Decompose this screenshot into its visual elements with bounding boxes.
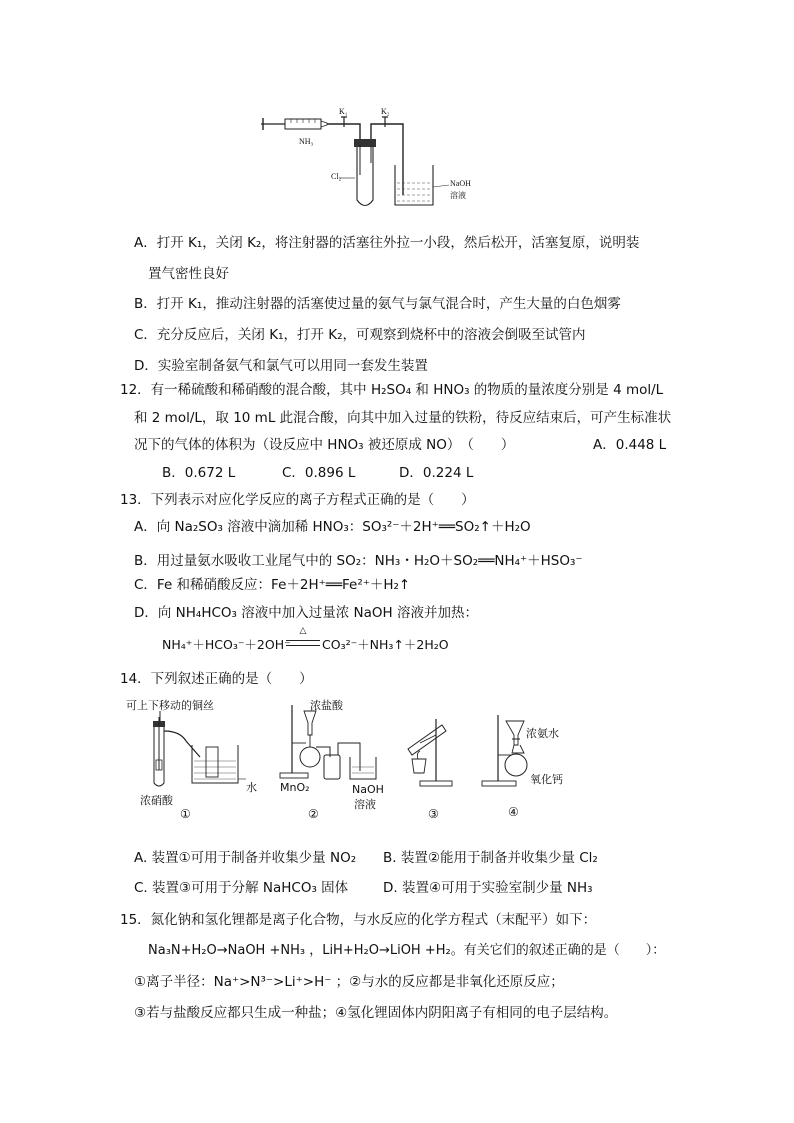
cl2-label: Cl₂ [331,172,342,181]
fig2-mno2-label: MnO₂ [280,781,310,794]
q12-option-d: D．0.224 L [399,465,474,481]
q11-option-c: C．充分反应后，关闭 K₁，打开 K₂，可观察到烧杯中的溶液会倒吸至试管内 [134,327,586,343]
equals-sign [286,640,320,646]
fig1-acid-label: 浓硝酸 [140,794,173,807]
q13-option-a: A．向 Na₂SO₃ 溶液中滴加稀 HNO₃：SO₃²⁻＋2H⁺══SO₂↑＋H₂O [134,519,531,535]
q15-statement-3-4: ③若与盐酸反应都只生成一种盐；④氢化锂固体内阴阳离子有相同的电子层结构。 [134,1005,618,1021]
q13-d-equation-right: CO₃²⁻＋NH₃↑＋2H₂O [322,637,449,652]
q11-option-b: B．打开 K₁，推动注射器的活塞使过量的氨气与氯气混合时，产生大量的白色烟雾 [134,296,621,312]
q11-option-d: D．实验室制备氨气和氯气可以用同一套发生装置 [134,358,428,374]
q11-option-a-line1: A．打开 K₁，关闭 K₂，将注射器的活塞往外拉一小段，然后松开，活塞复原，说明装 [134,235,640,251]
k2-label: K₂ [381,107,390,116]
q15-equations: Na₃N+H₂O→NaOH +NH₃ ，LiH+H₂O→LiOH +H₂。有关它们的叙述正确的是（ ）： [148,943,666,958]
q14-option-c: C. 装置③可用于分解 NaHCO₃ 固体 [134,880,349,896]
fig2-acid-label: 浓盐酸 [310,699,343,712]
q12-option-b: B．0.672 L [162,465,236,481]
fig-number-1: ① [180,807,191,821]
fig2-solution-label: 溶液 [354,798,376,811]
q13-d-equation-left: NH₄⁺＋HCO₃⁻＋2OH⁻ [162,637,291,652]
apparatus-figure-top [255,105,485,217]
q12-stem-line3: 况下的气体的体积为（设反应中 HNO₃ 被还原成 NO） （ ） [134,437,515,453]
q13-option-c: C．Fe 和稀硝酸反应：Fe＋2H⁺══Fe²⁺＋H₂↑ [134,577,411,593]
k1-label: K₁ [339,107,348,116]
q14-apparatus-drawing [120,695,580,823]
fig4-ammonia-label: 浓氨水 [526,727,559,740]
q14-stem: 14．下列叙述正确的是（ ） [120,671,313,687]
solution-label: 溶液 [450,191,466,200]
fig-number-2: ② [308,807,319,821]
q13-option-d: D．向 NH₄HCO₃ 溶液中加入过量浓 NaOH 溶液并加热： [134,605,478,621]
q12-option-c: C．0.896 L [282,465,356,481]
heat-symbol: △ [299,626,307,636]
fig2-naoh-label: NaOH [352,783,384,796]
q15-stem: 15．氮化钠和氢化锂都是离子化合物，与水反应的化学方程式（末配平）如下： [120,912,597,928]
q12-stem-line2: 和 2 mol/L，取 10 mL 此混合酸，向其中加入过量的铁粉，待反应结束后，可产生标准状 [134,410,672,426]
naoh-label: NaOH [450,179,471,188]
q13-stem: 13．下列表示对应化学反应的离子方程式正确的是（ ） [120,492,475,508]
q15-statement-1-2: ①离子半径：Na⁺>N³⁻>Li⁺>H⁻ ；②与水的反应都是非氧化还原反应； [134,974,564,990]
fig-number-4: ④ [508,805,519,819]
q14-option-b: B. 装置②能用于制备并收集少量 Cl₂ [383,850,598,866]
q14-option-a: A. 装置①可用于制备并收集少量 NO₂ [134,850,357,866]
q13-option-b: B．用过量氨水吸收工业尾气中的 SO₂：NH₃・H₂O＋SO₂══NH₄⁺＋HSO₃⁻ [134,553,583,569]
q12-stem-line1: 12．有一稀硫酸和稀硝酸的混合酸，其中 H₂SO₄ 和 HNO₃ 的物质的量浓度分别是 4 mol/L [120,382,664,398]
q12-option-a: A．0.448 L [593,437,667,453]
fig1-top-label: 可上下移动的铜丝 [126,699,214,712]
nh3-label: NH₃ [299,137,314,146]
q14-option-d: D. 装置④可用于实验室制少量 NH₃ [383,880,593,896]
fig-number-3: ③ [428,807,439,821]
apparatus-figures-q14 [120,695,580,823]
q11-option-a-line2: 置气密性良好 [148,266,229,282]
fig1-water-label: 水 [246,781,257,794]
fig4-cao-label: 氧化钙 [530,773,563,786]
